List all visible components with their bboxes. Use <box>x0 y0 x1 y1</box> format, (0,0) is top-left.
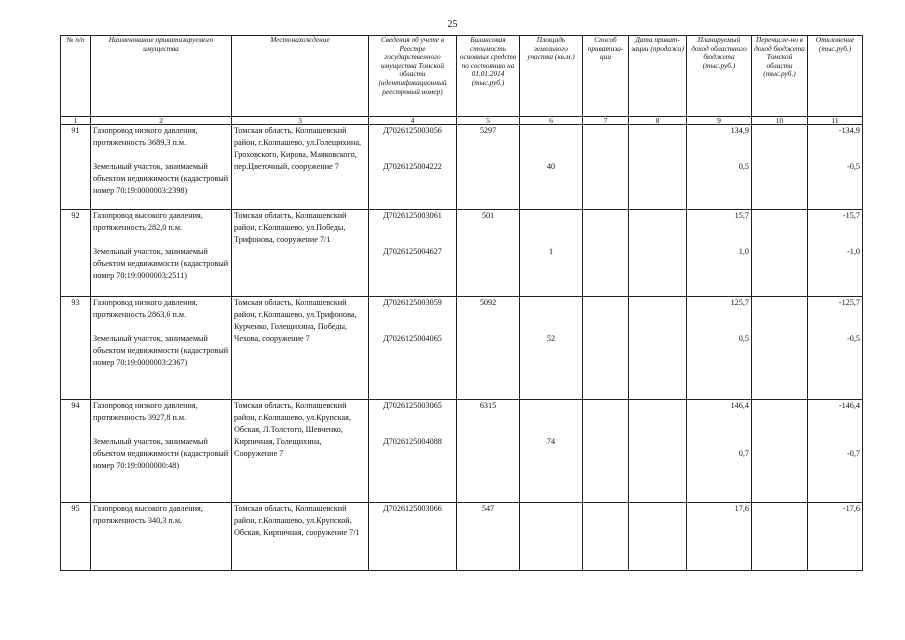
header-row <box>61 36 863 117</box>
header-cell: Площадь земельного участка (кв.м.) <box>520 36 583 117</box>
registry-cell <box>369 400 457 503</box>
location: Томская область, Колпашевский район, г.Колпашево, ул.Крупская, Обская, Л.Толстого, Шевченко, Кирпичная, Голещихина, Сооружение 7 <box>232 400 369 503</box>
location: Томская область, Колпашевский район, г.Колпашево, ул.Победы, Трифонова, сооружение 7/1 <box>232 210 369 297</box>
object-name-cell <box>91 297 232 400</box>
method-cell <box>583 503 629 571</box>
registry-number: Д7026125003056 <box>383 126 442 135</box>
row-number: 91 <box>61 125 91 210</box>
registry-number: Д7026125004065 <box>383 333 442 343</box>
income-value: 0,7 <box>738 448 749 458</box>
deviation-cell <box>808 210 863 297</box>
location: Томская область, Колпашевский район, г.Колпашево, ул.Голещихина, Гроховского, Кирова, Маяковского, пер.Цветочный, сооружение 7 <box>232 125 369 210</box>
income-value: 125,7 <box>730 298 749 307</box>
location: Томская область, Колпашевский район, г.Колпашево, ул.Трифонова, Курченко, Голещихина, Победы, Чехова, сооружение 7 <box>232 297 369 400</box>
income-value: 0,5 <box>738 333 749 343</box>
income-cell <box>687 210 752 297</box>
area-value: 74 <box>546 436 556 446</box>
method-cell <box>583 125 629 210</box>
land-plot-name: Земельный участок, занимаемый объектом недвижимости (кадастровый номер 70:19:0000003:2511) <box>93 246 229 280</box>
column-number: 10 <box>752 117 808 125</box>
object-name-cell <box>91 503 232 571</box>
land-plot-name: Земельный участок, занимаемый объектом недвижимости (кадастровый номер 70:19:0000003:2367) <box>93 333 229 367</box>
method-cell <box>583 210 629 297</box>
area-cell <box>520 210 583 297</box>
area-cell <box>520 503 583 571</box>
date-cell <box>629 297 687 400</box>
table-row <box>61 210 863 297</box>
method-cell <box>583 400 629 503</box>
registry-number: Д7026125004222 <box>383 161 442 171</box>
registry-number: Д7026125003065 <box>383 401 442 410</box>
column-number: 2 <box>91 117 232 125</box>
deviation-cell <box>808 297 863 400</box>
transferred-cell <box>752 400 808 503</box>
row-number: 92 <box>61 210 91 297</box>
object-name: Газопровод высокого давления, протяженность 282,0 п.м. <box>93 211 203 232</box>
column-number: 11 <box>808 117 863 125</box>
area-value: 52 <box>546 333 556 343</box>
land-plot-name: Земельный участок, занимаемый объектом недвижимости (кадастровый номер 70:19:0000003:2398) <box>93 161 229 195</box>
method-cell <box>583 297 629 400</box>
column-number: 1 <box>61 117 91 125</box>
column-number-row <box>61 117 863 125</box>
column-number: 7 <box>583 117 629 125</box>
header-cell: Перечисле-но в доход бюджета Томской области (тыс.руб.) <box>752 36 808 117</box>
registry-number: Д7026125004627 <box>383 246 442 256</box>
column-number: 9 <box>687 117 752 125</box>
object-name-cell <box>91 210 232 297</box>
registry-cell <box>369 297 457 400</box>
location: Томская область, Колпашевский район, г.Колпашево, ул.Крупской, Обская, Кирпичная, сооружение 7/1 <box>232 503 369 571</box>
column-number: 4 <box>369 117 457 125</box>
income-cell <box>687 503 752 571</box>
object-name: Газопровод низкого давления, протяженность 2863,6 п.м. <box>93 298 198 319</box>
table-row <box>61 297 863 400</box>
registry-cell <box>369 210 457 297</box>
income-value: 1,0 <box>738 246 749 256</box>
column-number: 6 <box>520 117 583 125</box>
object-name: Газопровод низкого давления, протяженность 3689,3 п.м. <box>93 126 198 147</box>
income-value: 15,7 <box>734 211 749 220</box>
object-name: Газопровод низкого давления, протяженность 3927,8 п.м. <box>93 401 198 422</box>
table-row <box>61 400 863 503</box>
transferred-cell <box>752 210 808 297</box>
deviation-cell <box>808 503 863 571</box>
deviation-value: -0,7 <box>847 448 860 458</box>
object-name-cell <box>91 400 232 503</box>
deviation-value: -0,5 <box>847 333 860 343</box>
column-number: 3 <box>232 117 369 125</box>
privatization-table <box>60 35 863 571</box>
header-cell: Способ приватиза-ции <box>583 36 629 117</box>
row-number: 95 <box>61 503 91 571</box>
area-cell <box>520 297 583 400</box>
area-cell <box>520 125 583 210</box>
registry-number: Д7026125003061 <box>383 211 442 220</box>
deviation-cell <box>808 125 863 210</box>
header-cell: Балансовая стоимость основных средств по состоянию на 01.01.2014 (тыс.руб.) <box>457 36 520 117</box>
date-cell <box>629 210 687 297</box>
header-cell: Наименование приватизируемого имущества <box>91 36 232 117</box>
header-cell: Отклонение (тыс.руб.) <box>808 36 863 117</box>
registry-number: Д7026125003059 <box>383 298 442 307</box>
balance-value: 5297 <box>457 125 520 210</box>
row-number: 94 <box>61 400 91 503</box>
area-cell <box>520 400 583 503</box>
header-cell: № п/п <box>61 36 91 117</box>
deviation-value: -15,7 <box>842 211 860 220</box>
transferred-cell <box>752 503 808 571</box>
header-cell: Сведения об учете в Реестре государственного имущества Томской области (идентификационный реестровый номер) <box>369 36 457 117</box>
deviation-value: -125,7 <box>838 298 860 307</box>
table-row <box>61 503 863 571</box>
header-cell: Местонахождение <box>232 36 369 117</box>
land-plot-name: Земельный участок, занимаемый объектом недвижимости (кадастровый номер 70:19:0000000:48) <box>93 436 229 470</box>
registry-cell <box>369 503 457 571</box>
deviation-value: -0,5 <box>847 161 860 171</box>
income-value: 134,9 <box>730 126 749 135</box>
income-cell <box>687 297 752 400</box>
column-number: 5 <box>457 117 520 125</box>
header-cell: Планируемый доход областного бюджета (тыс.руб.) <box>687 36 752 117</box>
date-cell <box>629 503 687 571</box>
registry-cell <box>369 125 457 210</box>
registry-number: Д7026125003066 <box>383 504 442 513</box>
header-cell: Дата приват-зации (продажи) <box>629 36 687 117</box>
table-row <box>61 125 863 210</box>
area-value: 40 <box>546 161 556 171</box>
income-value: 17,6 <box>734 504 749 513</box>
deviation-value: -134,9 <box>838 126 860 135</box>
date-cell <box>629 125 687 210</box>
balance-value: 6315 <box>457 400 520 503</box>
column-number: 8 <box>629 117 687 125</box>
registry-number: Д7026125004088 <box>383 436 442 446</box>
balance-value: 5092 <box>457 297 520 400</box>
page-number: 25 <box>447 19 458 30</box>
object-name-cell <box>91 125 232 210</box>
income-value: 0,5 <box>738 161 749 171</box>
balance-value: 501 <box>457 210 520 297</box>
income-cell <box>687 400 752 503</box>
area-value: 1 <box>548 246 554 256</box>
deviation-cell <box>808 400 863 503</box>
income-value: 146,4 <box>730 401 749 410</box>
transferred-cell <box>752 297 808 400</box>
object-name: Газопровод высокого давления, протяженность 340,3 п.м. <box>93 504 203 525</box>
deviation-value: -1,0 <box>847 246 860 256</box>
balance-value: 547 <box>457 503 520 571</box>
transferred-cell <box>752 125 808 210</box>
income-cell <box>687 125 752 210</box>
deviation-value: -146,4 <box>838 401 860 410</box>
deviation-value: -17,6 <box>842 504 860 513</box>
row-number: 93 <box>61 297 91 400</box>
date-cell <box>629 400 687 503</box>
